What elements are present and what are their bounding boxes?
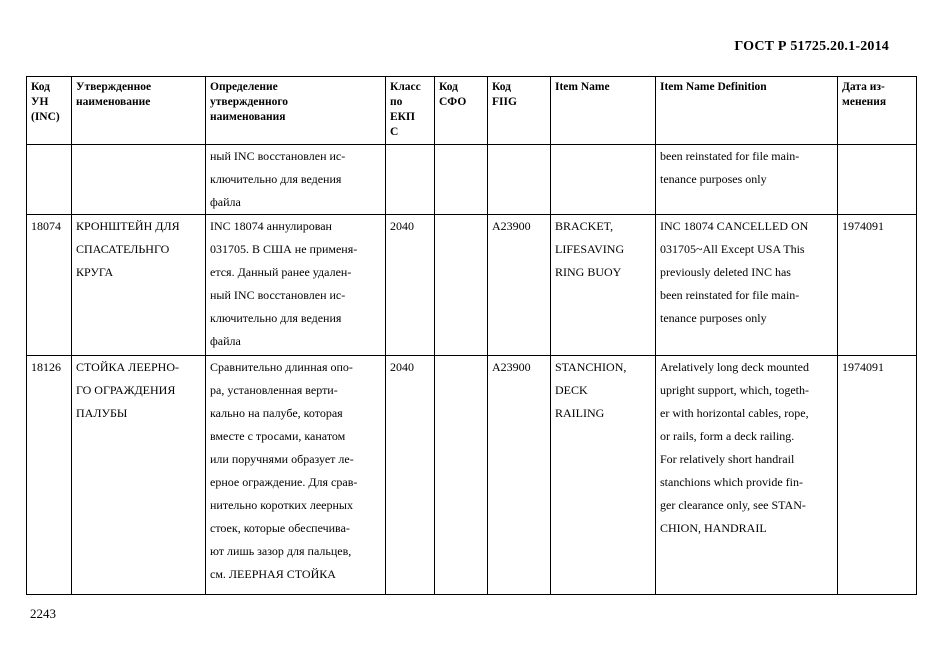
header-line: Класс — [390, 81, 421, 93]
cell-item-name — [551, 215, 656, 356]
header-line: Код — [31, 81, 51, 93]
cell-text-line: been reinstated for file main- — [660, 288, 800, 302]
header-line: Код — [492, 81, 512, 93]
cell-fiig-code — [488, 145, 551, 215]
cell-text-line: ный INC восстановлен ис- — [210, 149, 346, 163]
table-row — [27, 215, 917, 356]
cell-text-line: LIFESAVING — [555, 242, 625, 256]
cell-text-line: Arelatively long deck mounted — [660, 360, 809, 374]
cell-class — [386, 215, 435, 356]
cell-definition-ru — [206, 145, 386, 215]
cell-text-line: previously deleted INC has — [660, 265, 791, 279]
header-line: наименования — [210, 111, 286, 123]
cell-sfo-code — [435, 215, 488, 356]
col-header-name-definition-ru — [206, 77, 386, 145]
cell-text-line: or rails, form a deck railing. — [660, 429, 795, 443]
cell-inc — [27, 145, 72, 215]
col-header-class — [386, 77, 435, 145]
col-header-approved-name — [72, 77, 206, 145]
table-row — [27, 145, 917, 215]
cell-item-name — [551, 145, 656, 215]
cell-text-line: 2040 — [390, 360, 414, 374]
header-line: Дата из- — [842, 81, 885, 93]
cell-text-line: 18126 — [31, 360, 61, 374]
cell-definition-ru — [206, 215, 386, 356]
cell-text-line: ger clearance only, see STAN- — [660, 498, 806, 512]
cell-change-date — [838, 215, 917, 356]
header-line: С — [390, 126, 399, 138]
cell-text-line: INC 18074 аннулирован — [210, 219, 332, 233]
header-line: FIIG — [492, 96, 517, 108]
cell-text-line: см. ЛЕЕРНАЯ СТОЙКА — [210, 567, 336, 581]
header-line: Определение — [210, 81, 278, 93]
cell-text-line: er with horizontal cables, rope, — [660, 406, 809, 420]
header-line: утвержденного — [210, 96, 289, 108]
cell-text-line: стоек, которые обеспечива- — [210, 521, 350, 535]
header-line: Item Name — [555, 81, 610, 93]
standard-title: ГОСТ Р 51725.20.1-2014 — [734, 39, 889, 54]
cell-item-definition — [656, 215, 838, 356]
cell-text-line: файла — [210, 195, 241, 209]
cell-text-line: кально на палубе, которая — [210, 406, 343, 420]
cell-text-line: или поручнями образует ле- — [210, 452, 354, 466]
col-header-item-name — [551, 77, 656, 145]
header-line: Item Name Definition — [660, 81, 767, 93]
col-header-item-name-definition — [656, 77, 838, 145]
cell-text-line: been reinstated for file main- — [660, 149, 800, 163]
cell-item-definition — [656, 145, 838, 215]
header-line: СФО — [439, 96, 467, 108]
cell-text-line: ный INC восстановлен ис- — [210, 288, 346, 302]
cell-text-line: RING BUOY — [555, 265, 622, 279]
header-line: (INC) — [31, 111, 60, 123]
cell-change-date — [838, 145, 917, 215]
cell-text-line: 18074 — [31, 219, 61, 233]
cell-sfo-code — [435, 356, 488, 595]
cell-text-line: ПАЛУБЫ — [76, 406, 128, 420]
cell-text-line: For relatively short handrail — [660, 452, 795, 466]
cell-approved-name — [72, 356, 206, 595]
cell-text-line: A23900 — [492, 360, 531, 374]
cell-text-line: 1974091 — [842, 360, 884, 374]
header-line: Утвержденное — [76, 81, 152, 93]
header-line: менения — [842, 96, 887, 108]
cell-approved-name — [72, 215, 206, 356]
catalog-table — [26, 76, 917, 595]
header-line: Код — [439, 81, 459, 93]
cell-text-line: ют лишь зазор для пальцев, — [210, 544, 352, 558]
table-row — [27, 356, 917, 595]
page-number: 2243 — [30, 606, 56, 621]
cell-text-line: 031705~All Except USA This — [660, 242, 805, 256]
col-header-change-date — [838, 77, 917, 145]
cell-text-line: RAILING — [555, 406, 605, 420]
cell-text-line: ра, установленная верти- — [210, 383, 338, 397]
cell-fiig-code — [488, 356, 551, 595]
header-line: наименование — [76, 96, 151, 108]
cell-text-line: 2040 — [390, 219, 414, 233]
cell-approved-name — [72, 145, 206, 215]
cell-text-line: CHION, HANDRAIL — [660, 521, 767, 535]
cell-inc — [27, 356, 72, 595]
header-line: ЕКП — [390, 111, 415, 123]
cell-text-line: 1974091 — [842, 219, 884, 233]
cell-text-line: BRACKET, — [555, 219, 614, 233]
cell-text-line: нительно коротких леерных — [210, 498, 353, 512]
cell-text-line: STANCHION, — [555, 360, 627, 374]
cell-text-line: файла — [210, 334, 241, 348]
cell-text-line: A23900 — [492, 219, 531, 233]
cell-item-definition — [656, 356, 838, 595]
cell-text-line: КРОНШТЕЙН ДЛЯ — [76, 219, 180, 233]
cell-text-line: ключительно для ведения — [210, 172, 342, 186]
cell-text-line: вместе с тросами, канатом — [210, 429, 346, 443]
cell-item-name — [551, 356, 656, 595]
cell-inc — [27, 215, 72, 356]
cell-text-line: upright support, which, togeth- — [660, 383, 809, 397]
cell-text-line: КРУГА — [76, 265, 114, 279]
cell-text-line: INC 18074 CANCELLED ON — [660, 219, 809, 233]
col-header-fiig-code — [488, 77, 551, 145]
cell-fiig-code — [488, 215, 551, 356]
cell-text-line: СТОЙКА ЛЕЕРНО- — [76, 360, 179, 374]
header-line: УН — [31, 96, 49, 108]
cell-definition-ru — [206, 356, 386, 595]
cell-class — [386, 145, 435, 215]
cell-text-line: tenance purposes only — [660, 311, 767, 325]
cell-sfo-code — [435, 145, 488, 215]
cell-text-line: ГО ОГРАЖДЕНИЯ — [76, 383, 176, 397]
cell-text-line: ключительно для ведения — [210, 311, 342, 325]
cell-class — [386, 356, 435, 595]
col-header-inc — [27, 77, 72, 145]
table-header-row — [27, 77, 917, 145]
col-header-sfo-code — [435, 77, 488, 145]
cell-text-line: tenance purposes only — [660, 172, 767, 186]
header-line: по — [390, 96, 403, 108]
cell-text-line: Сравнительно длинная опо- — [210, 360, 353, 374]
cell-text-line: СПАСАТЕЛЬНГО — [76, 242, 170, 256]
cell-text-line: ерное ограждение. Для срав- — [210, 475, 358, 489]
cell-change-date — [838, 356, 917, 595]
cell-text-line: stanchions which provide fin- — [660, 475, 803, 489]
cell-text-line: DECK — [555, 383, 588, 397]
cell-text-line: 031705. В США не применя- — [210, 242, 358, 256]
cell-text-line: ется. Данный ранее удален- — [210, 265, 352, 279]
